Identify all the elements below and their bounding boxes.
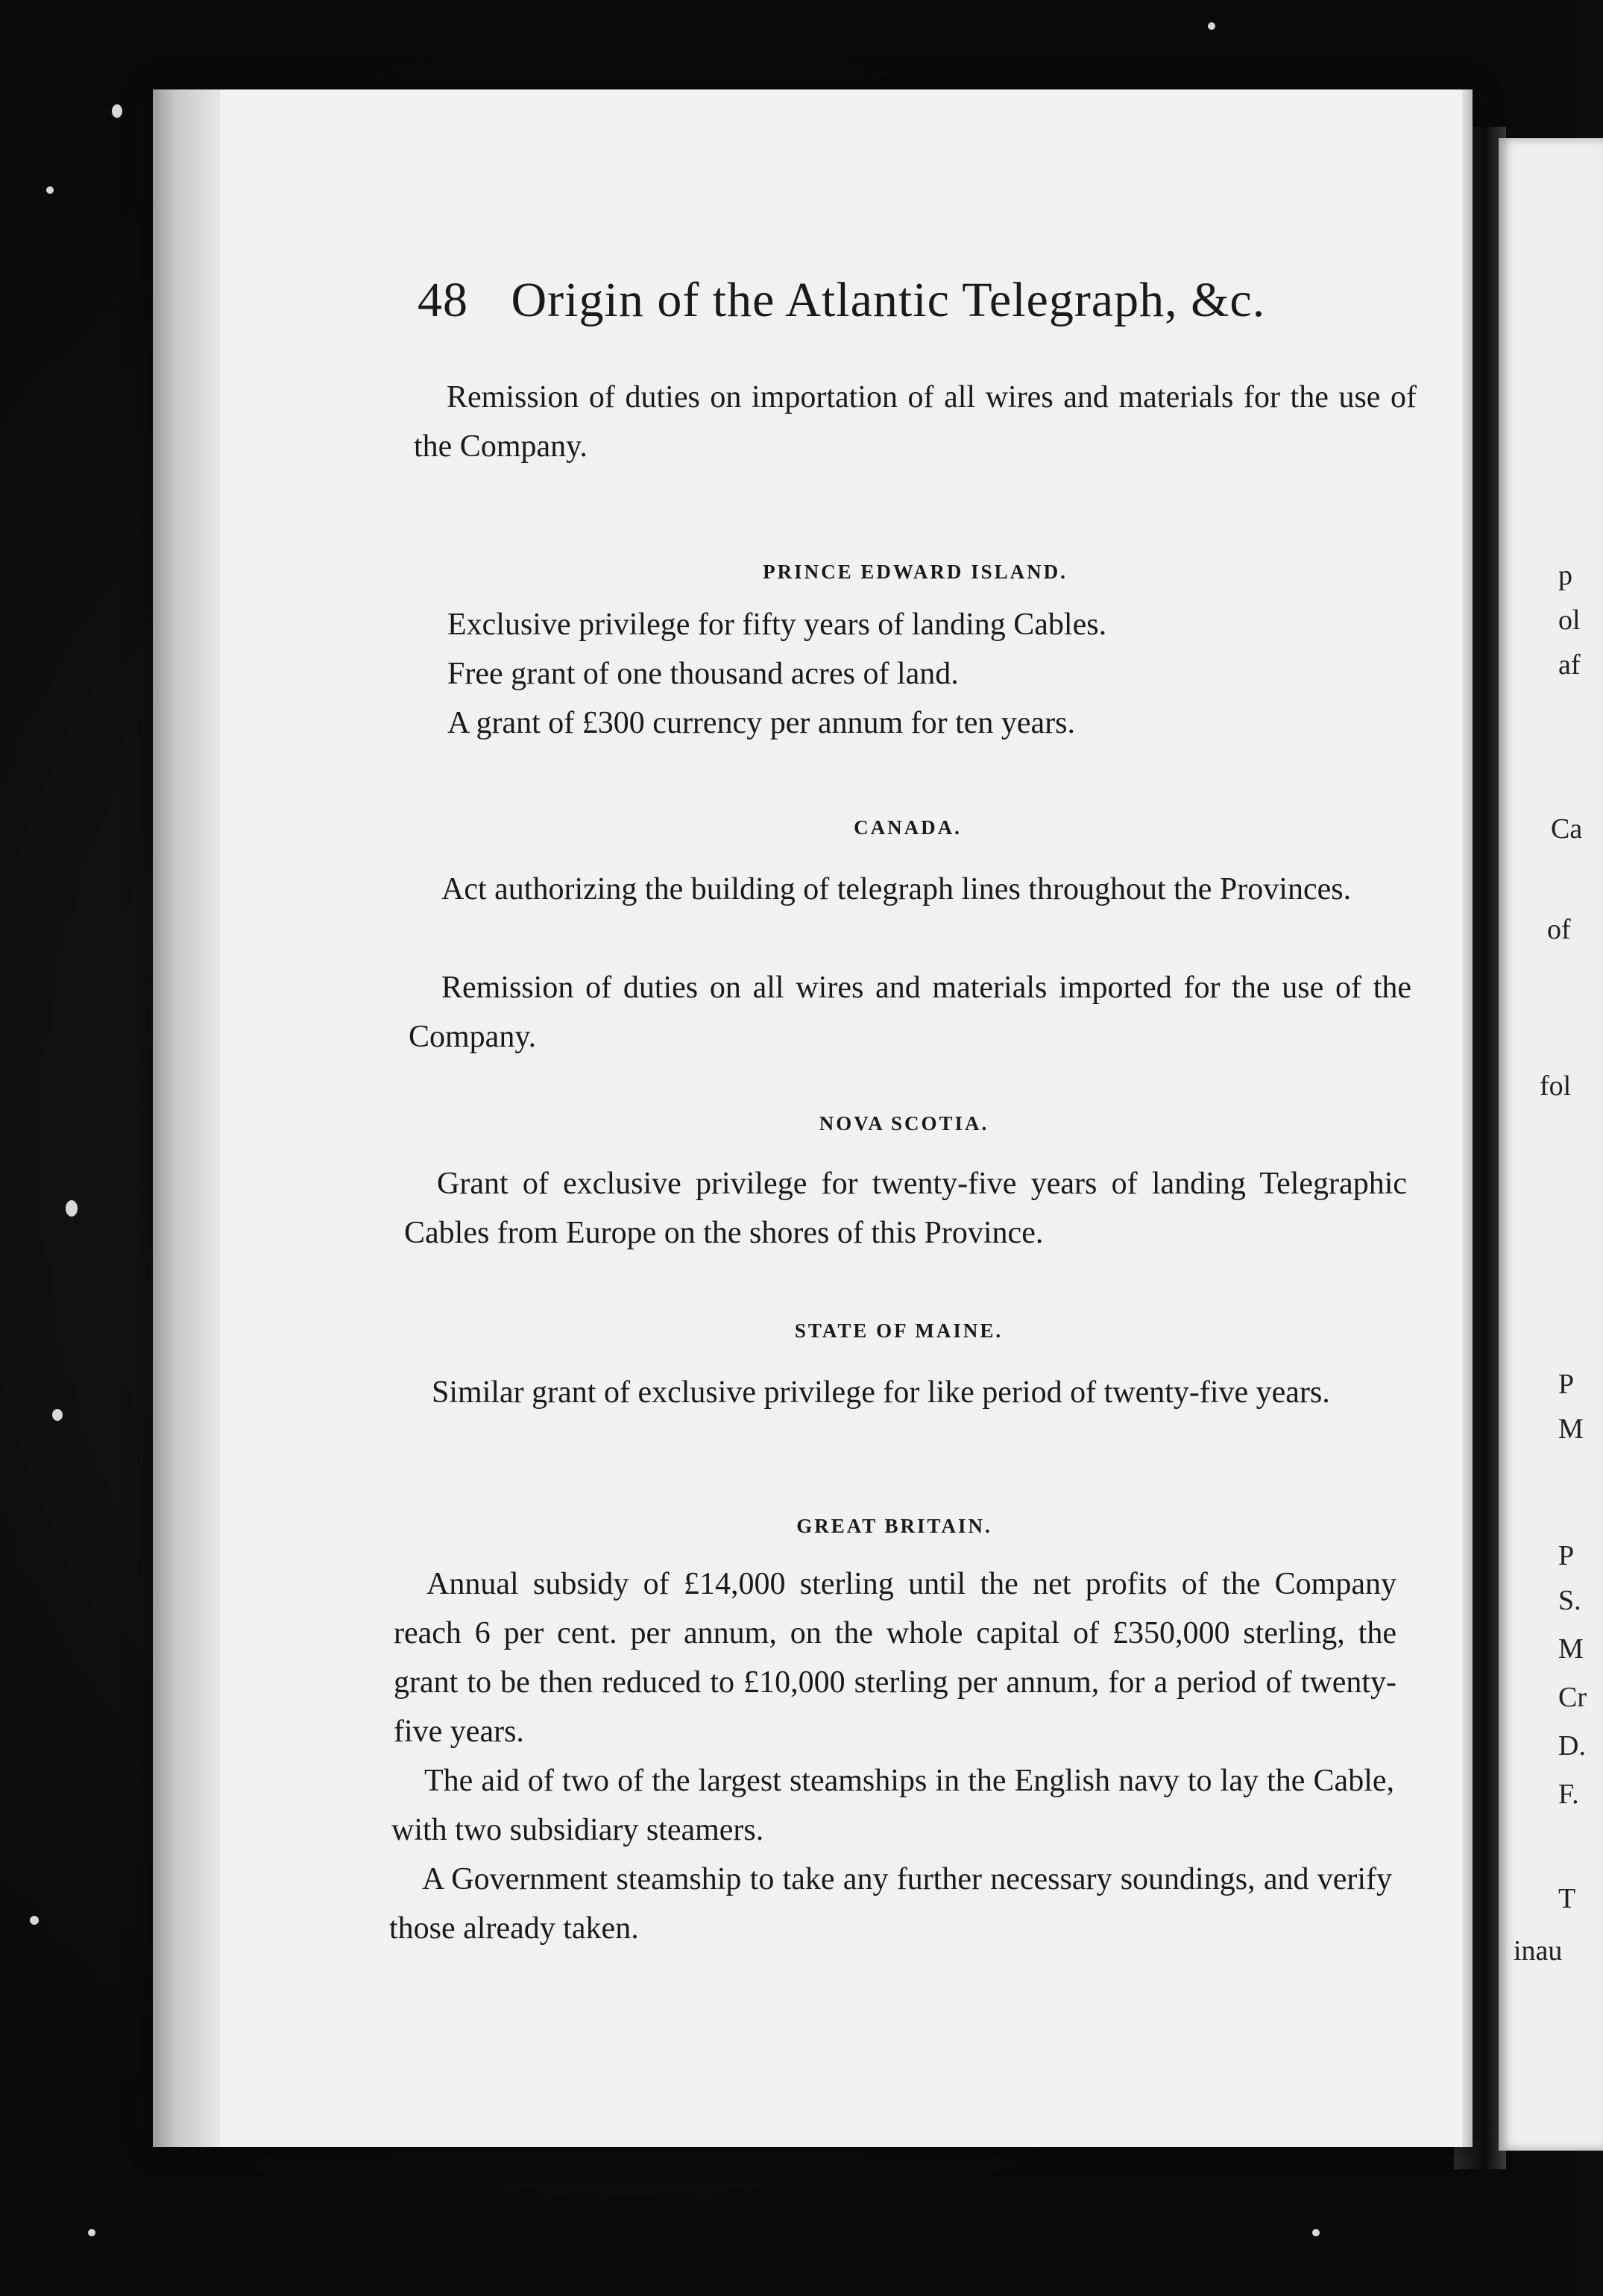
section-heading-prince-edward-island: PRINCE EDWARD ISLAND. xyxy=(763,561,1068,583)
facing-page-fragment: fol xyxy=(1540,1070,1572,1102)
section-paragraph: Annual subsidy of £14,000 sterling until the net profits of the Company reach 6 per cent. per annum, on the whole capital of £350,000 sterling, the grant to be then reduced to £10,000 sterling per annum, for a period of twenty-five years. xyxy=(394,1567,1396,1749)
background-speck xyxy=(1312,2229,1320,2236)
background-speck xyxy=(1208,22,1215,30)
facing-page-fragment: p xyxy=(1558,560,1572,591)
page-content xyxy=(153,89,1473,2147)
section-paragraph: The aid of two of the largest steamships in the English navy to lay the Cable, with two subsidiary steamers. xyxy=(391,1764,1394,1847)
section-paragraph: Act authorizing the building of telegraph lines throughout the Provinces. xyxy=(441,872,1352,906)
page-number: 48 xyxy=(418,273,468,327)
opening-paragraph: Remission of duties on importation of all wires and materials for the use of the Company. xyxy=(414,380,1417,464)
section-paragraph: A Government steamship to take any further necessary soundings, and verify those already taken. xyxy=(389,1862,1392,1946)
facing-page-fragment: of xyxy=(1547,914,1571,945)
facing-page-fragment: ol xyxy=(1558,605,1581,636)
facing-page-fragment: P xyxy=(1558,1369,1575,1400)
background-speck xyxy=(46,186,54,194)
facing-page-fragment: inau xyxy=(1514,1935,1563,1967)
facing-page-fragment: af xyxy=(1558,649,1581,681)
section-line: Free grant of one thousand acres of land. xyxy=(447,657,959,691)
background-speck xyxy=(112,104,122,118)
section-paragraph: Remission of duties on all wires and materials imported for the use of the Company. xyxy=(409,971,1411,1054)
section-paragraph: Grant of exclusive privilege for twenty-five years of landing Telegraphic Cables from Europe on the shores of this Province. xyxy=(404,1167,1407,1250)
facing-page-fragment: F. xyxy=(1558,1779,1579,1810)
facing-page-fragment: T xyxy=(1558,1883,1576,1914)
section-line: Exclusive privilege for fifty years of landing Cables. xyxy=(447,608,1107,642)
running-head xyxy=(418,272,1265,329)
facing-page-fragment: P xyxy=(1558,1540,1575,1571)
facing-page-fragment: D. xyxy=(1558,1730,1586,1762)
facing-page-fragment: Cr xyxy=(1558,1682,1587,1713)
section-heading-state-of-maine: STATE OF MAINE. xyxy=(794,1319,1004,1342)
background-speck xyxy=(52,1409,63,1421)
running-title: Origin of the Atlantic Telegraph, &c. xyxy=(511,273,1266,327)
background-speck xyxy=(88,2229,95,2236)
facing-page-fragment: M xyxy=(1558,1413,1584,1445)
facing-page-fragment: M xyxy=(1558,1633,1584,1665)
book-page xyxy=(153,89,1473,2147)
background-speck xyxy=(30,1916,39,1925)
section-paragraph: Similar grant of exclusive privilege for like period of twenty-five years. xyxy=(432,1375,1330,1410)
section-line: A grant of £300 currency per annum for ten years. xyxy=(447,706,1076,740)
section-heading-nova-scotia: NOVA SCOTIA. xyxy=(819,1112,989,1135)
facing-page-fragment: S. xyxy=(1558,1585,1581,1616)
section-heading-great-britain: GREAT BRITAIN. xyxy=(796,1515,992,1537)
background-speck xyxy=(66,1200,78,1217)
section-heading-canada: CANADA. xyxy=(854,816,962,839)
facing-page-fragment: Ca xyxy=(1551,813,1583,845)
facing-page xyxy=(1499,138,1603,2151)
